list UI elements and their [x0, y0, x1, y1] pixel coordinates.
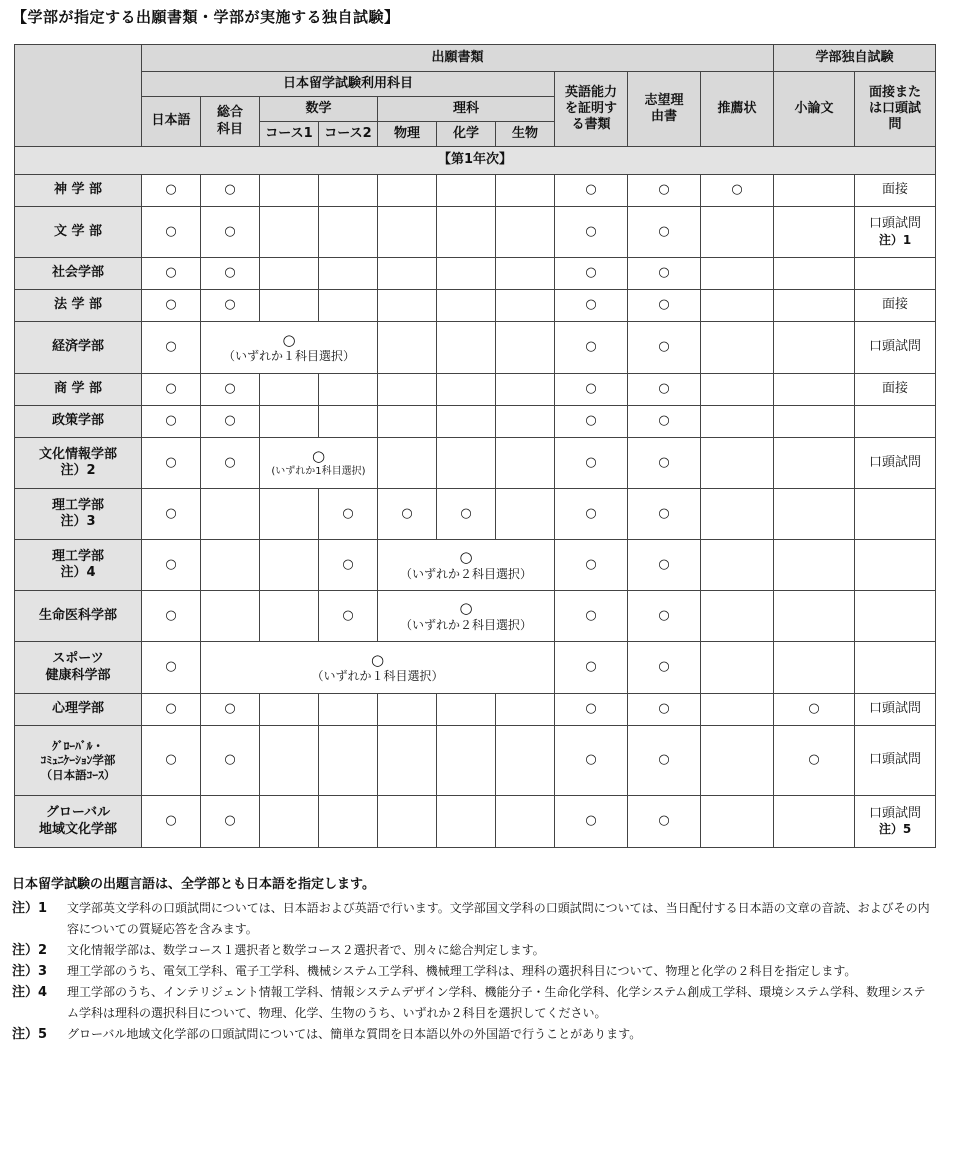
table-row [15, 322, 936, 374]
mark-sougou: ○ [201, 406, 260, 438]
mark-select-group [201, 642, 555, 694]
mark-eigo: ○ [555, 322, 628, 374]
table-row [15, 258, 936, 290]
mark-eigo: ○ [555, 642, 628, 694]
header-suugaku: 数学 [260, 97, 378, 122]
exam-note: 注）5 [878, 822, 912, 837]
faculty-note: 注）3 [60, 514, 96, 529]
mark-shibou: ○ [628, 642, 701, 694]
header-rika: 理科 [378, 97, 555, 122]
footnote-main: 日本留学試験の出題言語は、全学部とも日本語を指定します。 [12, 877, 375, 892]
table-row [15, 438, 936, 489]
exam-type: 面接 [855, 175, 936, 207]
mark-eigo: ○ [555, 694, 628, 726]
mark-shibou: ○ [628, 322, 701, 374]
table-row [15, 374, 936, 406]
mark-sougou: ○ [201, 796, 260, 848]
faculty-name: 理工学部 [51, 497, 104, 513]
mark-nihongo: ○ [142, 374, 201, 406]
header-course1: コース1 [260, 122, 319, 147]
mark-nihongo: ○ [142, 406, 201, 438]
mark-shibou: ○ [628, 694, 701, 726]
header-eigo: 英語能力を証明する書類 [555, 72, 628, 147]
mark-eigo: ○ [555, 591, 628, 642]
footnote-text: 理工学部のうち、インテリジェント情報工学科、情報システムデザイン学科、機能分子・生命化学科、化学システム創成工学科、環境システム学科、数理システム学科は理科の選択科目について、物理、化学、生物のうち、いずれか２科目を選択してください。 [67, 985, 926, 1020]
faculty-name: 経済学部 [15, 322, 142, 374]
footnote-text: 文化情報学部は、数学コース１選択者と数学コース２選択者で、別々に総合判定します。 [67, 943, 545, 957]
faculty-name: グローバル [45, 805, 111, 821]
mark-eigo: ○ [555, 540, 628, 591]
mark-shouronbun: ○ [774, 694, 855, 726]
mark-shouronbun: ○ [774, 726, 855, 796]
mark-nihongo: ○ [142, 591, 201, 642]
exam-type: 口頭試問 [855, 322, 936, 374]
faculty-name-cell [15, 642, 142, 694]
header-butsuri: 物理 [378, 122, 437, 147]
faculty-name: 文化情報学部 [38, 446, 117, 462]
mark-eigo: ○ [555, 258, 628, 290]
mark-nihongo: ○ [142, 694, 201, 726]
faculty-name: 社会学部 [15, 258, 142, 290]
mark-circle: ○ [311, 447, 326, 466]
exam-type: 口頭試問 [855, 726, 936, 796]
exam-type: 口頭試問 [869, 805, 922, 821]
mark-nihongo: ○ [142, 642, 201, 694]
mark-shibou: ○ [628, 406, 701, 438]
mark-select-group [378, 540, 555, 591]
section-label: 【第1年次】 [15, 147, 936, 175]
mark-shibou: ○ [628, 591, 701, 642]
faculty-note: 注）4 [60, 565, 96, 580]
table-row [15, 489, 936, 540]
header-corner [15, 45, 142, 147]
footnote-item [12, 1024, 932, 1045]
mark-circle: ○ [459, 548, 473, 567]
mark-circle: ○ [282, 330, 296, 349]
table-row [15, 290, 936, 322]
mark-nihongo: ○ [142, 540, 201, 591]
mark-select-group [260, 438, 378, 489]
table-row [15, 175, 936, 207]
mark-nihongo: ○ [142, 796, 201, 848]
select-note: （いずれか１科目選択） [311, 669, 444, 684]
faculty-name: 理工学部 [51, 548, 104, 564]
mark-course2: ○ [319, 591, 378, 642]
faculty-name: 法 学 部 [15, 290, 142, 322]
footnote-label: 注）2 [12, 943, 48, 958]
faculty-name-line2: 地域文化学部 [38, 821, 117, 837]
mark-eigo: ○ [555, 489, 628, 540]
mark-circle: ○ [370, 650, 385, 669]
mark-nihongo: ○ [142, 489, 201, 540]
mark-nihongo: ○ [142, 258, 201, 290]
mark-nihongo: ○ [142, 207, 201, 258]
mark-kagaku: ○ [437, 489, 496, 540]
mark-shibou: ○ [628, 726, 701, 796]
mark-eigo: ○ [555, 438, 628, 489]
header-mensetsu: 面接または口頭試問 [855, 72, 936, 147]
header-nihongo: 日本語 [142, 97, 201, 147]
requirements-table [14, 44, 936, 848]
header-suisen: 推薦状 [701, 72, 774, 147]
exam-type: 口頭試問 [869, 216, 922, 232]
mark-eigo: ○ [555, 290, 628, 322]
table-row [15, 726, 936, 796]
mark-eigo: ○ [555, 175, 628, 207]
mark-sougou: ○ [201, 290, 260, 322]
footnote-text: 文学部英文学科の口頭試問については、日本語および英語で行います。文学部国文学科の口頭試問については、当日配付する日本語の文章の音読、およびその内容についての質疑応答を含みます。 [67, 901, 930, 936]
select-note: （いずれか１科目選択） [222, 349, 355, 364]
mark-shibou: ○ [628, 540, 701, 591]
header-kagaku: 化学 [437, 122, 496, 147]
mark-nihongo: ○ [142, 322, 201, 374]
faculty-name-line3: （日本語ｺｰｽ） [40, 767, 116, 782]
header-shibou: 志望理由書 [628, 72, 701, 147]
mark-shibou: ○ [628, 438, 701, 489]
footnote-label: 注）1 [12, 901, 48, 916]
mark-shibou: ○ [628, 374, 701, 406]
table-row [15, 591, 936, 642]
mark-circle: ○ [459, 599, 473, 618]
footnote-item [12, 940, 932, 961]
footnote-item [12, 961, 932, 982]
faculty-name: ｸﾞﾛｰﾊﾞﾙ・ [52, 738, 104, 753]
mark-eigo: ○ [555, 406, 628, 438]
faculty-name-cell [15, 438, 142, 489]
faculty-name: 文 学 部 [15, 207, 142, 258]
footnote-text: グローバル地域文化学部の口頭試問については、簡単な質問を日本語以外の外国語で行うことがあります。 [67, 1027, 642, 1041]
faculty-name-line2: 健康科学部 [45, 667, 111, 683]
mark-sougou: ○ [201, 258, 260, 290]
footnote-label: 注）4 [12, 985, 48, 1000]
exam-cell [855, 796, 936, 848]
header-shutsugan: 出願書類 [142, 45, 774, 72]
mark-nihongo: ○ [142, 175, 201, 207]
mark-select-group [378, 591, 555, 642]
mark-nihongo: ○ [142, 438, 201, 489]
mark-sougou: ○ [201, 175, 260, 207]
mark-shibou: ○ [628, 258, 701, 290]
table-row [15, 642, 936, 694]
mark-sougou: ○ [201, 726, 260, 796]
mark-eigo: ○ [555, 726, 628, 796]
mark-eigo: ○ [555, 207, 628, 258]
faculty-name-line2: ｺﾐｭﾆｹｰｼｮﾝ学部 [40, 753, 116, 768]
mark-eigo: ○ [555, 796, 628, 848]
mark-course2: ○ [319, 489, 378, 540]
mark-sougou: ○ [201, 694, 260, 726]
faculty-name: スポーツ [52, 651, 104, 667]
mark-nihongo: ○ [142, 290, 201, 322]
mark-shibou: ○ [628, 207, 701, 258]
table-row [15, 207, 936, 258]
faculty-name: 神 学 部 [15, 175, 142, 207]
mark-shibou: ○ [628, 290, 701, 322]
mark-butsuri: ○ [378, 489, 437, 540]
faculty-name: 心理学部 [15, 694, 142, 726]
footnotes [12, 873, 932, 1045]
faculty-name-cell [15, 726, 142, 796]
faculty-name-cell [15, 489, 142, 540]
table-row [15, 540, 936, 591]
mark-suisen: ○ [701, 175, 774, 207]
footnote-item [12, 982, 932, 1024]
mark-course2: ○ [319, 540, 378, 591]
table-row [15, 406, 936, 438]
mark-shibou: ○ [628, 175, 701, 207]
footnote-label: 注）5 [12, 1027, 48, 1042]
footnote-item [12, 898, 932, 940]
header-dokuji: 学部独自試験 [774, 45, 936, 72]
faculty-name-cell [15, 540, 142, 591]
header-eju: 日本留学試験利用科目 [142, 72, 555, 97]
faculty-name: 生命医科学部 [15, 591, 142, 642]
mark-shibou: ○ [628, 796, 701, 848]
exam-type: 面接 [855, 290, 936, 322]
faculty-name: 商 学 部 [15, 374, 142, 406]
select-note: (いずれか1科目選択) [271, 466, 366, 478]
footnote-label: 注）3 [12, 964, 48, 979]
header-sougou: 総合科目 [201, 97, 260, 147]
exam-type: 口頭試問 [855, 438, 936, 489]
table-row [15, 796, 936, 848]
header-seibutsu: 生物 [496, 122, 555, 147]
header-course2: コース2 [319, 122, 378, 147]
mark-nihongo: ○ [142, 726, 201, 796]
mark-sougou: ○ [201, 438, 260, 489]
footnote-text: 理工学部のうち、電気工学科、電子工学科、機械システム工学科、機械理工学科は、理科の選択科目について、物理と化学の２科目を指定します。 [67, 964, 857, 978]
faculty-name-cell [15, 796, 142, 848]
select-note: （いずれか２科目選択） [399, 617, 532, 632]
mark-sougou: ○ [201, 374, 260, 406]
page-title: 【学部が指定する出願書類・学部が実施する独自試験】 [12, 8, 400, 26]
exam-type: 口頭試問 [855, 694, 936, 726]
faculty-note: 注）2 [60, 463, 96, 478]
exam-note: 注）1 [878, 232, 912, 247]
mark-sougou: ○ [201, 207, 260, 258]
header-shouronbun: 小論文 [774, 72, 855, 147]
faculty-name: 政策学部 [15, 406, 142, 438]
select-note: （いずれか２科目選択） [399, 566, 532, 581]
mark-select-group [201, 322, 378, 374]
mark-shibou: ○ [628, 489, 701, 540]
table-row [15, 694, 936, 726]
mark-eigo: ○ [555, 374, 628, 406]
exam-cell [855, 207, 936, 258]
exam-type: 面接 [855, 374, 936, 406]
